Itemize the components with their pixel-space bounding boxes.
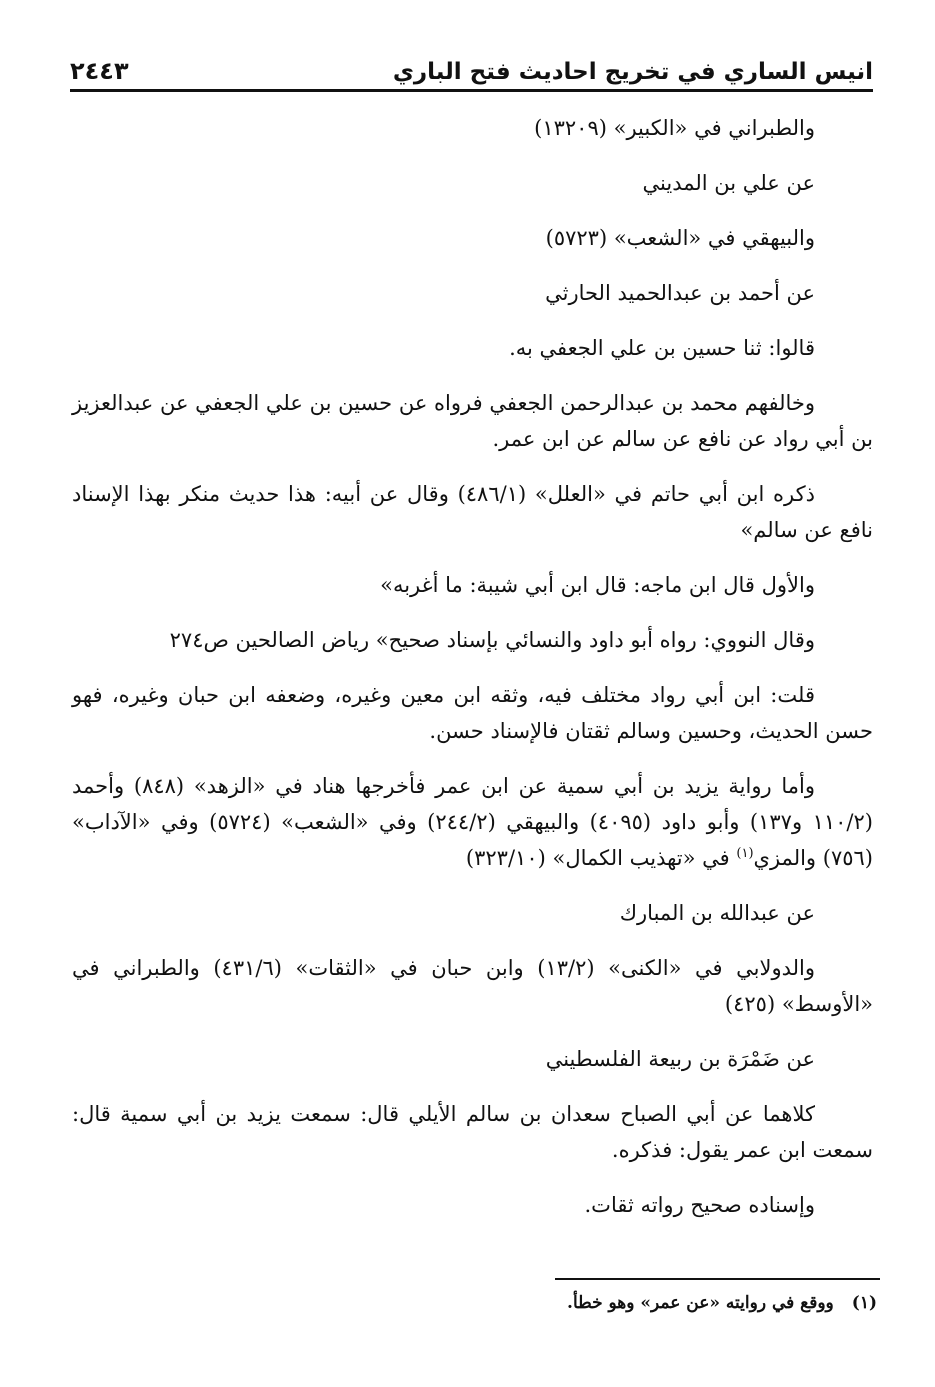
paragraph: قالوا: ثنا حسين بن علي الجعفي به.: [509, 336, 815, 360]
paragraph-text: وأما رواية يزيد بن أبي سمية عن ابن عمر فأخرجها هناد في «الزهد» (٨٤٨) وأحمد (١١٠/٢ و١٣٧) وأبو داود (٤٠٩٥) والبيهقي (٢٤٤/٢) وفي «الشعب» (٥٧٢٤) وفي «الآداب» (٧٥٦) والمزي: [72, 774, 873, 870]
paragraph: قلت: ابن أبي رواد مختلف فيه، وثقه ابن معين وغيره، وضعفه ابن حبان وغيره، فهو حسن الحديث، وحسين وسالم ثقتان فالإسناد حسن.: [72, 683, 873, 743]
paragraph: عن ضَمْرَة بن ربيعة الفلسطيني: [545, 1047, 815, 1071]
footnote-marker: (١): [851, 1293, 877, 1313]
footnote: [567, 1293, 877, 1313]
footnote-divider: [555, 1278, 880, 1280]
paragraph: عن أحمد بن عبدالحميد الحارثي: [545, 281, 815, 305]
paragraph: عن علي بن المديني: [642, 171, 815, 195]
paragraph: وإسناده صحيح رواته ثقات.: [584, 1193, 815, 1217]
paragraph: ذكره ابن أبي حاتم في «العلل» (٤٨٦/١) وقال عن أبيه: هذا حديث منكر بهذا الإسناد نافع عن سالم»: [72, 482, 873, 542]
paragraph: وقال النووي: رواه أبو داود والنسائي بإسناد صحيح» رياض الصالحين ص٢٧٤: [169, 628, 815, 652]
footnote-reference: (١): [736, 846, 754, 861]
paragraph: والبيهقي في «الشعب» (٥٧٢٣): [545, 226, 815, 250]
paragraph-text: في «تهذيب الكمال» (٣٢٣/١٠): [465, 846, 737, 870]
paragraph: وخالفهم محمد بن عبدالرحمن الجعفي فرواه عن حسين بن علي الجعفي عن عبدالعزيز بن أبي رواد عن نافع عن سالم عن ابن عمر.: [72, 391, 873, 451]
paragraph: عن عبدالله بن المبارك: [619, 901, 815, 925]
paragraph: والدولابي في «الكنى» (١٣/٢) وابن حبان في «الثقات» (٤٣١/٦) والطبراني في «الأوسط» (٤٢٥): [72, 956, 873, 1016]
paragraph: والأول قال ابن ماجه: قال ابن أبي شيبة: ما أغربه»: [380, 573, 815, 597]
footnote-text: ووقع في روايته «عن عمر» وهو خطأ.: [567, 1293, 834, 1313]
page-body: [72, 110, 873, 1242]
page-number: ٢٤٤٣: [70, 57, 129, 85]
book-title: انيس الساري في تخريج احاديث فتح الباري: [392, 59, 873, 85]
paragraph: والطبراني في «الكبير» (١٣٢٠٩): [534, 116, 815, 140]
paragraph: [72, 768, 873, 876]
page-header: [70, 52, 873, 92]
paragraph: كلاهما عن أبي الصباح سعدان بن سالم الأيلي قال: سمعت يزيد بن أبي سمية قال: سمعت ابن عمر يقول: فذكره.: [72, 1102, 873, 1162]
